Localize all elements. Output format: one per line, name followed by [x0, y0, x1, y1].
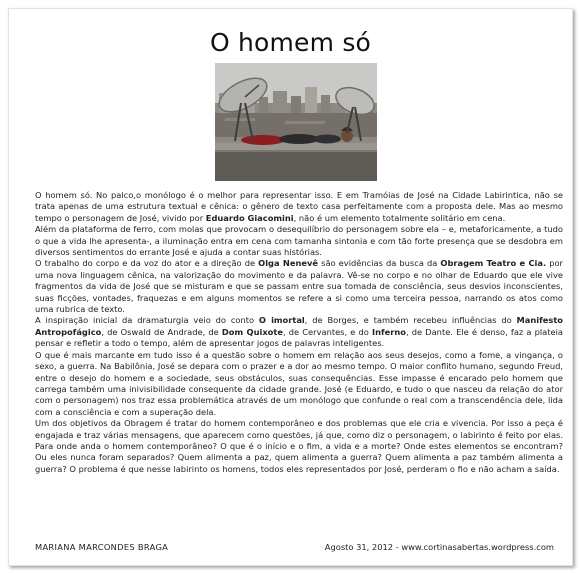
page-card	[8, 8, 573, 566]
paragraph-text: Além da plataforma de ferro, com molas que provocam o desequilíbrio do personagem sobre ela – e, metaforicamente, a tudo o que a vida lhe apresenta-, a iluminação entra em cena com tamanha sintonia e com tão forte presença que se desdobra em diversos sentimentos do errante José e ajuda a contar suas histórias.	[35, 224, 563, 258]
bold-text: Manifesto Antropofágico	[35, 315, 563, 337]
paragraph-text: por uma nova linguagem cênica, na valorização do movimento e da palavra. Vê-se no corpo e no olhar de Eduardo que ele vive fragmentos da vida de José que se misturam e que se passam entre sua tomada de consciência, seus desvios inconscientes, suas ficções, vontades, fraquezas e em alguns momentos se refere a si como uma terceira pessoa, narrando os atos como uma rubrica de texto.	[35, 258, 563, 315]
bold-text: Eduardo Giacomini	[205, 212, 294, 223]
paragraph-text: Um dos objetivos da Obragem é tratar do homem contemporâneo e dos problemas que ele cria e vivencia. Por isso a peça é engajada e traz várias mensagens, que aparecem como questões, já que, como diz o personagem, o labirinto é feito por elas. Para onde anda o homem contemporâneo? O que é o início e o fim, a vida e a morte? Onde estes elementos se encontram? Ou eles nunca foram separados? Quem alimenta a paz, quem alimenta a guerra? Quem alimenta a paz também alimenta a guerra? O problema é que nesse labirinto os homens, todos eles representados por José, perderam o fio e não acham a saída.	[35, 418, 563, 474]
paragraph	[35, 418, 563, 475]
paragraph	[35, 350, 563, 418]
bold-text: O imortal	[258, 315, 305, 326]
paragraph-text: , de Cervantes, e do	[282, 326, 372, 337]
bold-text: Inferno	[372, 326, 406, 337]
bold-text: Dom Quixote	[221, 326, 283, 337]
paragraph	[35, 258, 563, 315]
paragraph-text: , de Dante. Ele é denso, faz a plateia pensar e refletir a todo o tempo, além de apresentar jogos de palavras inteligentes.	[35, 326, 564, 349]
bold-text: Olga Nenevê	[258, 258, 319, 269]
paragraph-text: O homem só. No palco,o monólogo é o melhor para representar isso. E em Tramóias de José na Cidade Labirintica, não se trata apenas de uma estrutura textual e cênica: o gênero de texto casa perfeitamente com a proposta dele. Mas ao mesmo tempo o personagem de José, vivido por	[35, 190, 563, 223]
paragraph	[35, 190, 563, 224]
paragraph-text: , não é um elemento totalmente solitário em cena.	[293, 212, 506, 223]
date-and-site: Agosto 31, 2012 - www.cortinasabertas.wordpress.com	[324, 542, 554, 552]
bold-text: Obragem Teatro e Cia.	[440, 258, 547, 269]
article-photo	[215, 63, 377, 181]
article-body	[35, 190, 563, 475]
page-title: O homem só	[209, 28, 372, 57]
paragraph-text: O que é mais marcante em tudo isso é a questão sobre o homem em relação aos seus desejos, como a fome, a vingança, o sexo, a guerra. Na Babilônia, José se depara com o prazer e a dor ao mesmo tempo. O maior conflito humano, segundo Freud, entre o desejo do homem e a sociedade, seus obstáculos, suas consequências. Esse impasse é encarado pelo homem que carrega também uma inivisibilidade consequente da cidade grande. José (e Eduardo, e tudo o que nasceu da relação do ator com o personagem) nos traz essa problemática através de um monólogo que confunde o real com a transcendência dele, lida com a consciência e com a superação dela.	[35, 349, 563, 417]
author-name: MARIANA MARCONDES BRAGA	[35, 542, 169, 552]
paragraph-text: são evidências da busca da	[318, 258, 441, 269]
paragraph-text: , de Oswald de Andrade, de	[101, 326, 222, 337]
paragraph	[35, 315, 563, 349]
paragraph-text: A inspiração inicial da dramaturgia veio do conto	[35, 315, 259, 326]
paragraph-text: , de Borges, e também recebeu influências do	[304, 315, 517, 326]
paragraph	[35, 224, 563, 258]
paragraph-text: O trabalho do corpo e da voz do ator e a direção de	[35, 258, 259, 269]
